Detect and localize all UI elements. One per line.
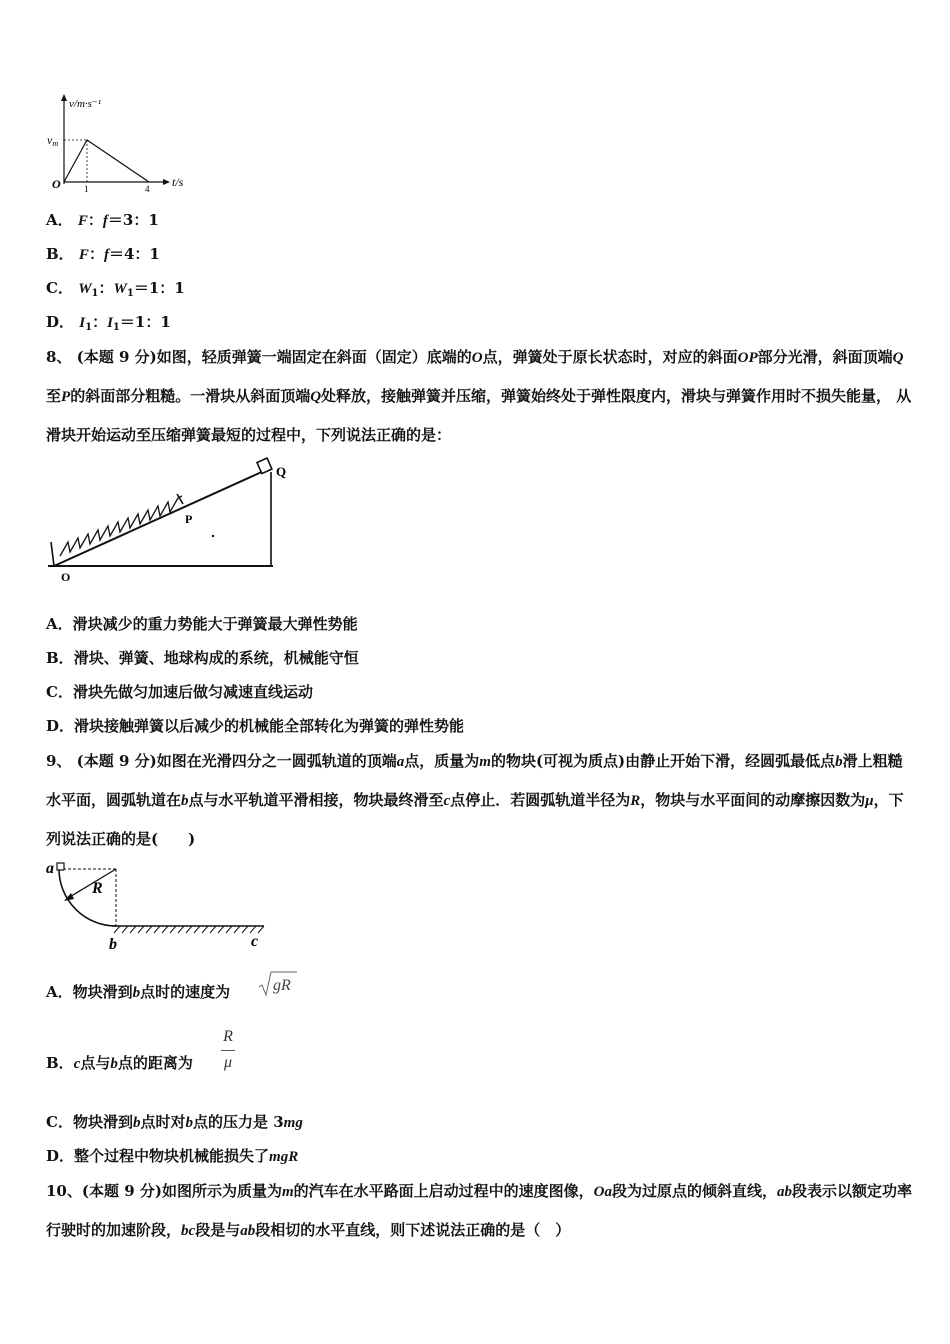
q7-a-letter: A． xyxy=(46,211,73,229)
label-c: c xyxy=(251,933,259,950)
q9-stem: 9、 (本题 9 分)如图在光滑四分之一圆弧轨道的顶端a点，质量为m的物块(可视为质点)由静止开始下滑，经圆弧最低点b滑上粗糙水平面，圆弧轨道在b点与水平轨道平滑相接，物块最终滑至c点停止．若圆弧轨道半径为R，物块与水平面间的动摩擦因数为μ，下列说法正确的是( ) xyxy=(46,752,904,848)
q7-option-a: A． F：f＝3：1 xyxy=(46,211,159,229)
vt-graph-figure xyxy=(44,92,194,196)
q7-b-letter: B． xyxy=(46,245,74,263)
q9-option-d: D．整个过程中物块机械能损失了mgR xyxy=(46,1147,299,1165)
vt-x-label: t/s xyxy=(172,175,184,189)
q7-d-letter: D． xyxy=(46,313,75,331)
vt-vm-label: vm xyxy=(47,133,59,148)
block-at-a xyxy=(57,863,64,870)
label-p: P xyxy=(185,512,193,526)
stray-dot xyxy=(212,535,214,537)
q8-option-c: C．滑块先做匀加速后做匀减速直线运动 xyxy=(46,683,313,701)
sqrt-argument: gR xyxy=(273,977,291,994)
fraction-denominator: μ xyxy=(223,1054,233,1071)
q9-option-b: B．c点与b点的距离为 xyxy=(46,1054,193,1072)
q7-c-letter: C． xyxy=(46,279,73,297)
fraction-bar xyxy=(221,1050,235,1051)
q8-option-d: D．滑块接触弹簧以后减少的机械能全部转化为弹簧的弹性势能 xyxy=(46,717,465,735)
slider-block xyxy=(257,458,272,473)
q9-option-c: C．物块滑到b点时对b点的压力是 3mg xyxy=(46,1113,303,1131)
q8-option-a: A．滑块减少的重力势能大于弹簧最大弹性势能 xyxy=(46,615,358,633)
floor-hatching xyxy=(114,926,264,933)
q8-option-b: B．滑块、弹簧、地球构成的系统，机械能守恒 xyxy=(46,649,359,667)
label-b: b xyxy=(109,936,117,953)
incline-slope xyxy=(54,470,266,566)
label-o: O xyxy=(61,570,71,584)
vt-tick-4: 4 xyxy=(145,184,150,194)
label-a: a xyxy=(46,860,54,877)
q8-stem: 8、 (本题 9 分)如图，轻质弹簧一端固定在斜面（固定）底端的O点，弹簧处于原长状态时，对应的斜面OP部分光滑，斜面顶端Q至P的斜面部分粗糙。一滑块从斜面顶端Q处释放，接触弹簧并压缩，弹簧始终处于弹性限度内，滑块与弹簧作用时不损失能量， 从滑块开始运动至压缩弹簧最短的过程中，下列说法正确的是： xyxy=(46,348,912,444)
vt-x-arrow xyxy=(163,179,170,185)
label-q: Q xyxy=(276,464,287,479)
label-r: R xyxy=(92,880,103,897)
vt-y-arrow xyxy=(61,94,67,101)
q9-option-a: A．物块滑到b点时的速度为 xyxy=(46,983,231,1001)
fraction-numerator: R xyxy=(223,1028,233,1045)
q7-option-c: C． $W_1$：$W_1=1$：1 xyxy=(46,279,185,299)
incline-base-wall xyxy=(51,542,54,566)
q10-stem: 10、(本题 9 分)如图所示为质量为m的汽车在水平路面上启动过程中的速度图像，Oa段为过原点的倾斜直线，ab段表示以额定功率行驶时的加速阶段，bc段是与ab段相切的水平直线，则下述说法正确的是（ ） xyxy=(46,1182,913,1239)
vt-tick-1: 1 xyxy=(84,184,89,194)
quarter-arc-figure xyxy=(42,855,277,955)
vt-origin-label: O xyxy=(52,177,61,191)
vt-curve xyxy=(64,140,149,182)
q7-option-b: B． F：f＝4：1 xyxy=(46,245,160,263)
vt-y-label: v/m·s⁻¹ xyxy=(69,98,102,110)
q7-option-d: D． $I_1$：$I_1=1$：1 xyxy=(46,313,171,333)
spring-coil xyxy=(60,496,182,556)
incline-spring-figure xyxy=(40,452,300,587)
sqrt-sign xyxy=(258,970,298,998)
